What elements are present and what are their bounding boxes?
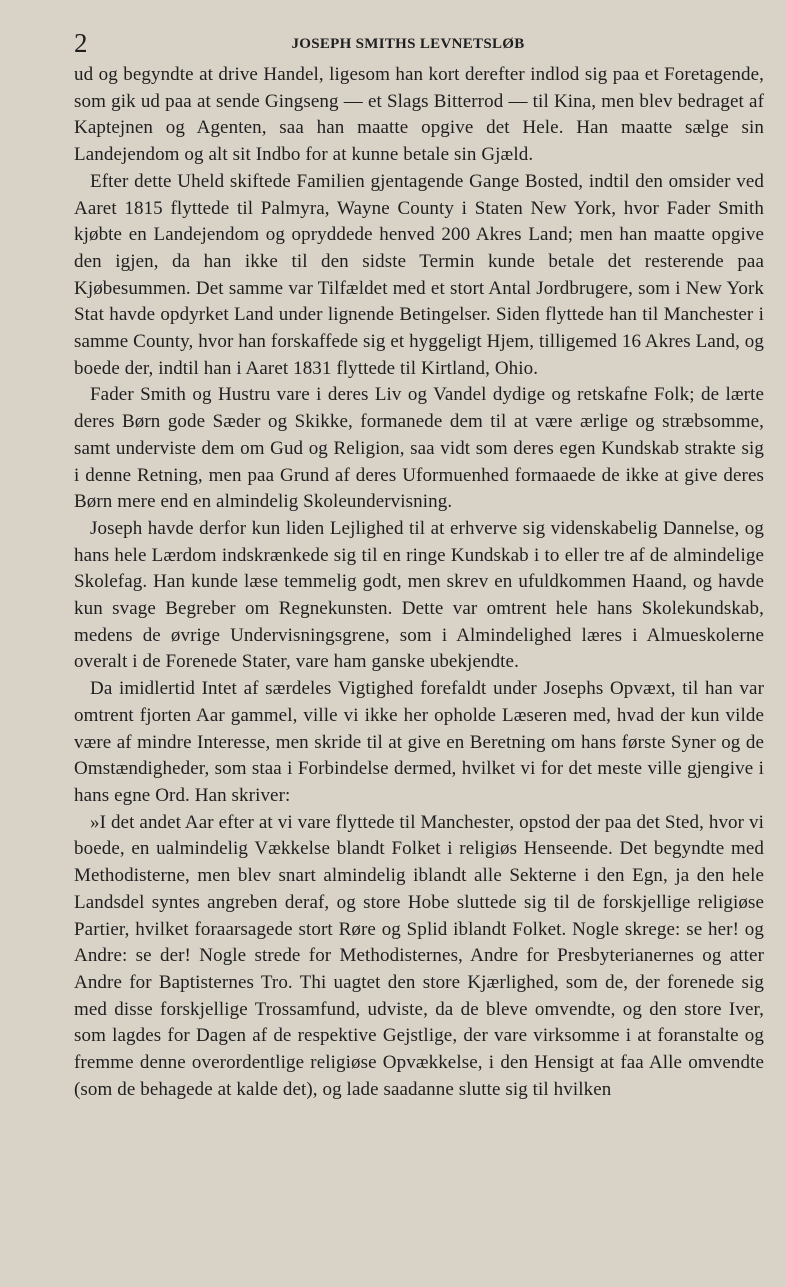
paragraph-1: ud og begyndte at drive Handel, ligesom han kort derefter indlod sig paa et Foretagende, som gik ud paa at sende Gingseng — et Slags Bitterrod — til Kina, men blev bedraget af Kaptejnen og Agenten, saa han maatte opgive det Hele. Han maatte sælge sin Landejendom og alt sit Indbo for at kunne betale sin Gjæld. [74,64,764,166]
quoted-paragraph: »I det andet Aar efter at vi vare flyttede til Manchester, opstod der paa det Sted, hvor vi boede, en ualmindelig Vækkelse blandt Folket i religiøs Henseende. Det begyndte med Methodisterne, men blev snart almindelig iblandt alle Sekterne i den Egn, ja den hele Landsdel syntes angreben deraf, og store Hobe sluttede sig til de forskjellige religiøse Partier, hvilket foraarsagede stort Røre og Splid iblandt Folket. Nogle skrege: se her! og Andre: se der! Nogle strede for Methodisternes, Andre for Presbyterianernes og atter Andre for Baptisternes Tro. Thi uagtet den store Kjærlighed, som de, der forenede sig med disse forskjellige Trossamfund, udviste, da de bleve omvendte, og den store Iver, som lagdes for Dagen af de respektive Gejstlige, der vare virksomme i at foranstalte og fremme denne overordentlige religiøse Opvækkelse, i den Hensigt at faa Alle omvendte (som de behagede at kalde det), og lade saadanne slutte sig til hvilken [74,811,764,1100]
paragraph-4: Joseph havde derfor kun liden Lejlighed til at erhverve sig videnskabelig Dannelse, og hans hele Lærdom indskrænkede sig til en ringe Kundskab i to eller tre af de almindelige Skolefag. Han kunde læse temmelig godt, men skrev en ufuldkommen Haand, og havde kun svage Begreber om Regnekunsten. Dette var omtrent hele hans Skolekundskab, medens de øvrige Undervisningsgrene, som i Almindelighed læres i Almueskolerne overalt i de Forenede Stater, vare ham ganske ubekjendte. [74,517,764,673]
running-title: JOSEPH SMITHS LEVNETSLØB [291,36,525,52]
paragraph-3: Fader Smith og Hustru vare i deres Liv og Vandel dydige og retskafne Folk; de lærte deres Børn gode Sæder og Skikke, formanede dem til at være ærlige og stræbsomme, samt underviste dem om Gud og Religion, saa vidt som deres egen Kundskab strakte sig i denne Retning, men paa Grund af deres Uformuenhed formaaede de ikke at give deres Børn mere end en almindelig Skoleundervisning. [74,384,764,513]
paragraph-2: Efter dette Uheld skiftede Familien gjentagende Gange Bosted, indtil den omsider ved Aaret 1815 flyttede til Palmyra, Wayne County i Staten New York, hvor Fader Smith kjøbte en Landejendom og opryddede henved 200 Akres Land; men han maatte opgive den igjen, da han ikke til den sidste Termin kunde betale det resterende paa Kjøbesummen. Det samme var Tilfældet med et stort Antal Jordbrugere, som i New York Stat havde opdyrket Land under lignende Betingelser. Siden flyttede han til Manchester i samme County, hvor han forskaffede sig et hyggeligt Hjem, tilligemed 16 Akres Land, og boede der, indtil han i Aaret 1831 flyttede til Kirtland, Ohio. [74,170,764,379]
page-number: 2 [74,28,88,58]
main-text [74,62,764,1103]
page-header [74,30,742,62]
paragraph-5: Da imidlertid Intet af særdeles Vigtighed forefaldt under Josephs Opvæxt, til han var omtrent fjorten Aar gammel, ville vi ikke her opholde Læseren med, hvad der kun vilde være af mindre Interesse, men skride til at give en Beretning om hans første Syner og de Omstændigheder, som staa i Forbindelse dermed, hvilket vi for det meste ville gjengive i hans egne Ord. Han skriver: [74,678,764,806]
